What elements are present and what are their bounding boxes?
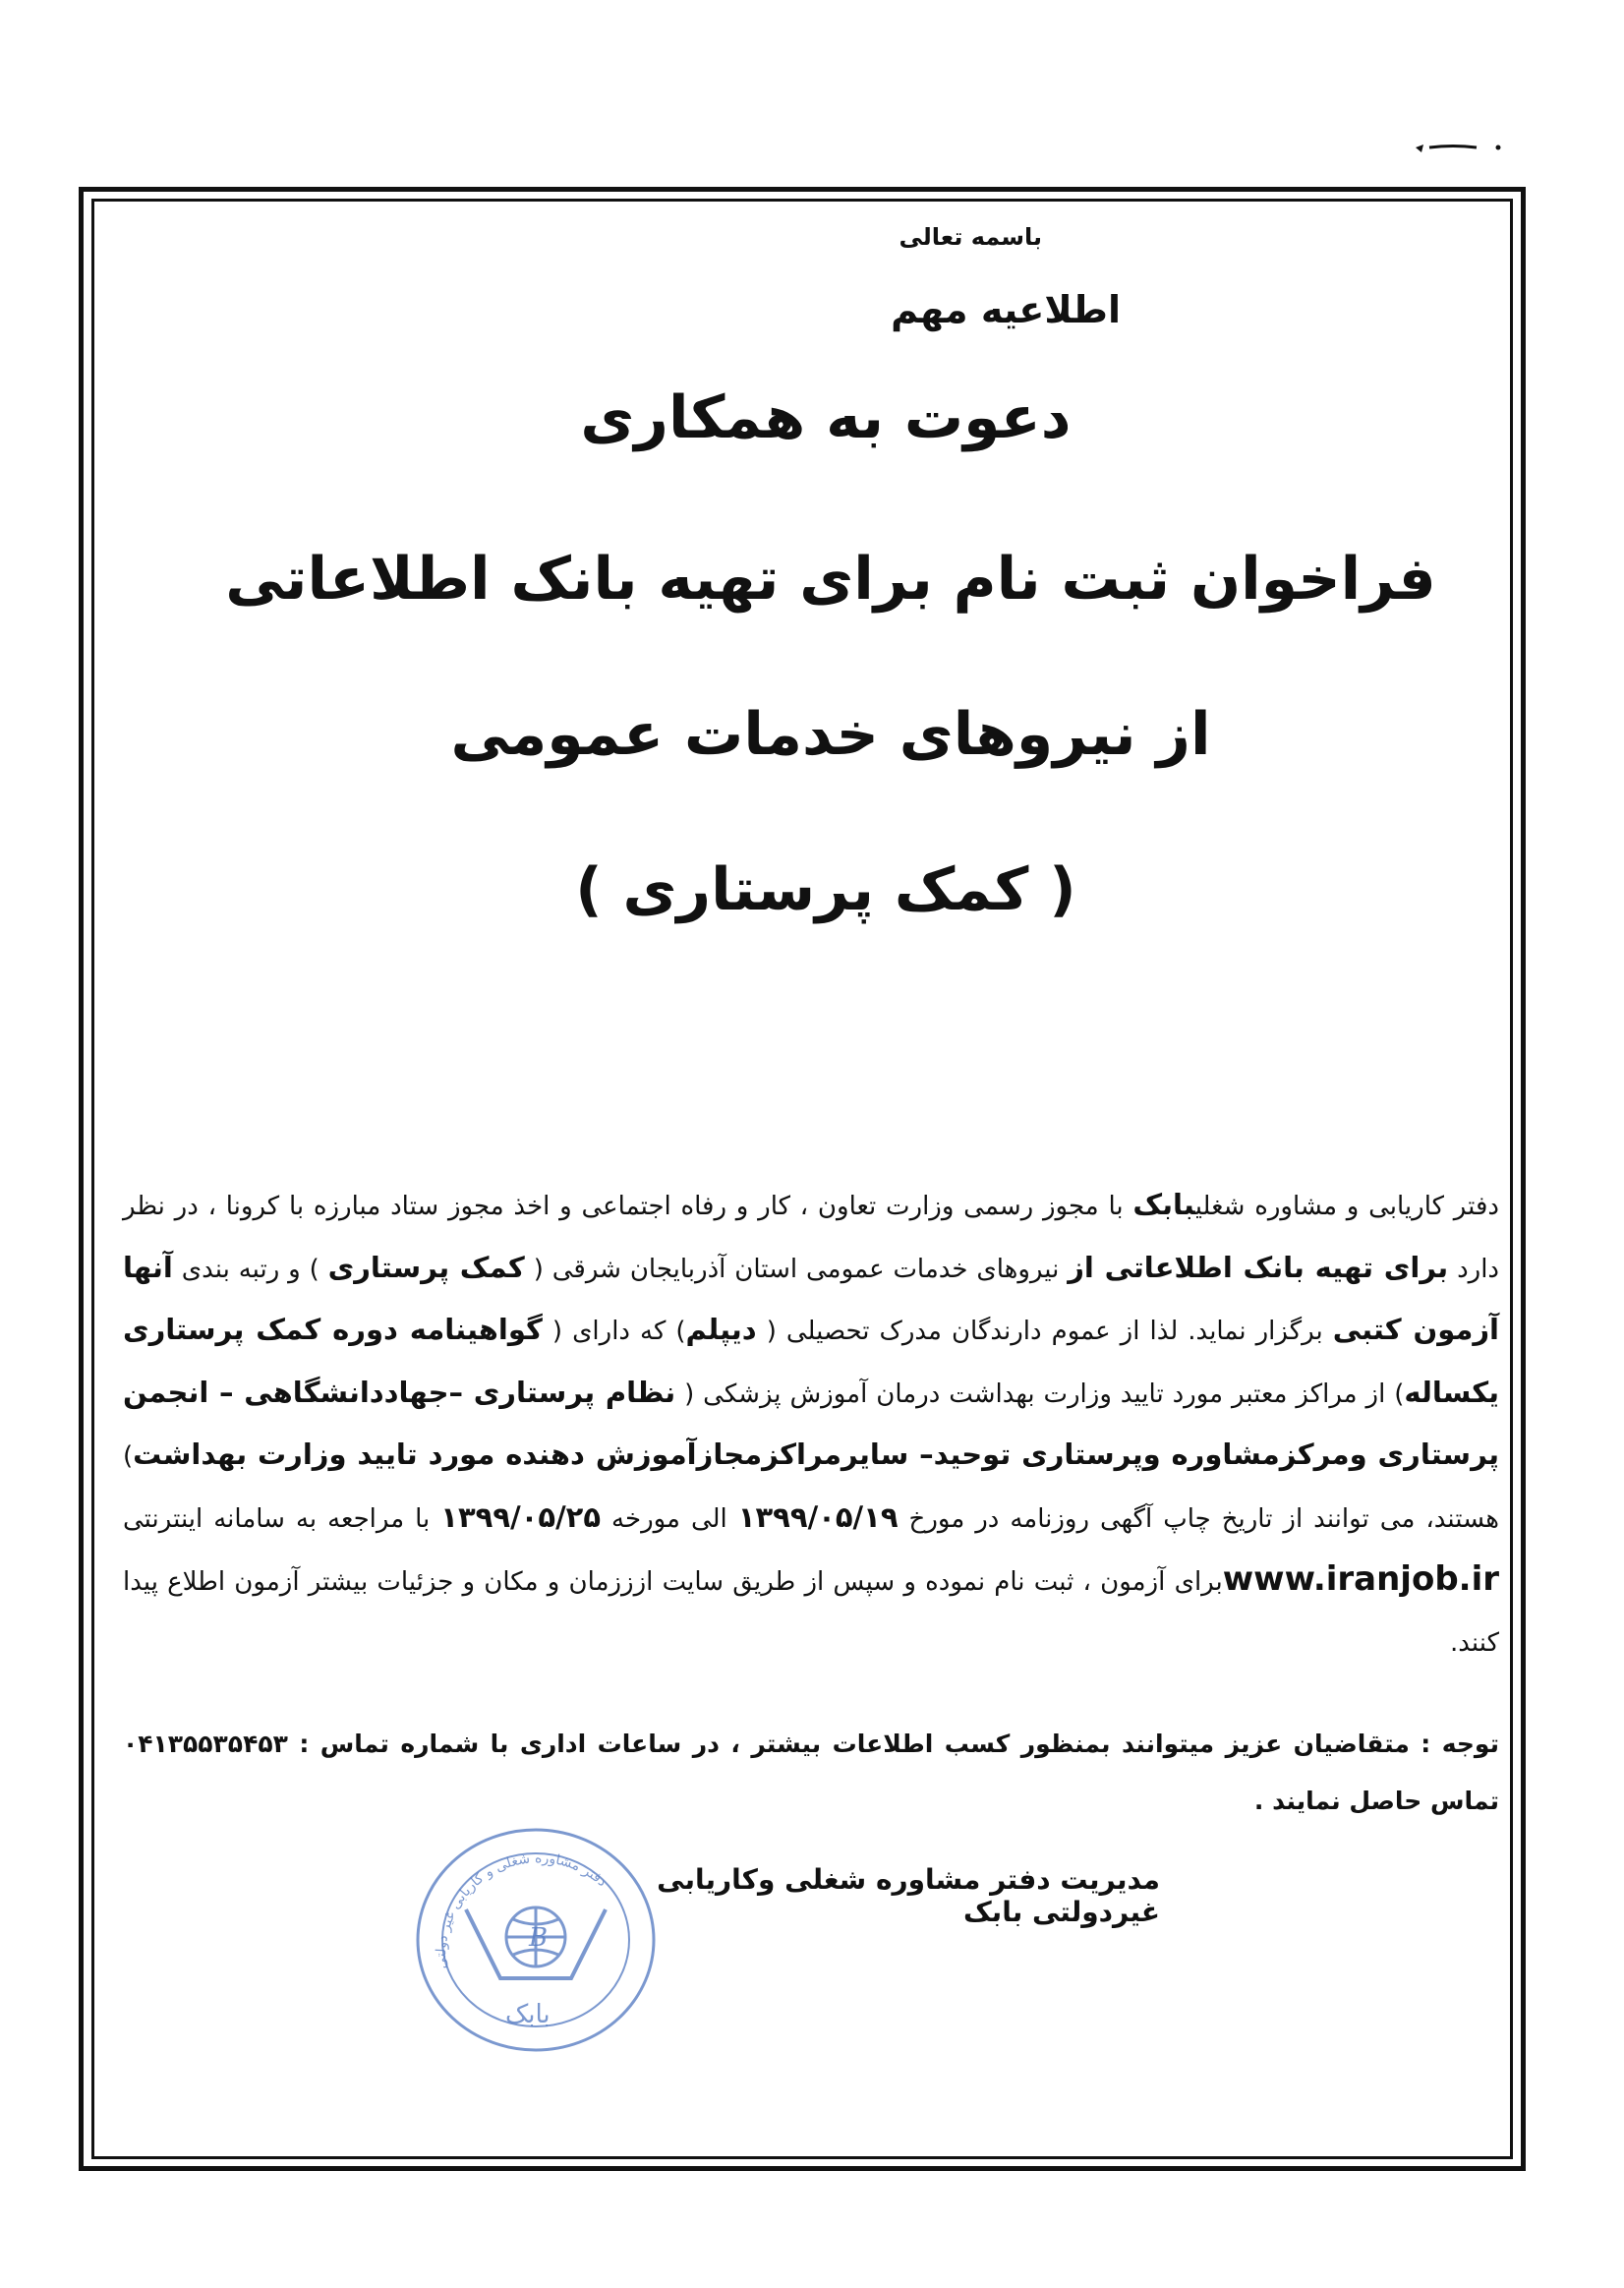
scan-mark <box>1414 141 1504 154</box>
svg-text:B: B <box>529 1923 549 1953</box>
signature-line: مدیریت دفتر مشاوره شغلی وکاریابی غیردولتی بابک <box>657 1863 1160 1928</box>
basmala: باسمه تعالی <box>899 223 1042 251</box>
svg-text:دفتر مشاوره شغلی و کاریابی غیر: دفتر مشاوره شغلی و کاریابی غیر دولتی <box>433 1850 610 1969</box>
svg-text:بابک: بابک <box>505 2000 551 2029</box>
start-date: ۱۳۹۹/۰۵/۱۹ <box>737 1499 899 1534</box>
headline-registration: فراخوان ثبت نام برای تهیه بانک اطلاعاتی <box>225 545 1436 614</box>
headline-invitation: دعوت به همکاری <box>580 383 1072 452</box>
headline-nursing-aide: ( کمک پرستاری ) <box>575 855 1076 924</box>
office-stamp <box>407 1821 665 2059</box>
contact-note: توجه : متقاضیان عزیز میتوانند بمنظور کسب اطلاعات بیشتر ، در ساعات اداری با شماره تماس : ۰۴۱۳۵۵۳۵۴۵۳ تماس حاصل نمایند . <box>123 1730 1499 1815</box>
body-paragraph: دفتر کاریابی و مشاوره شغلیبابک با مجوز رسمی وزارت تعاون ، کار و رفاه اجتماعی و اخذ مجوز ستاد مبارزه با کرونا ، در نظر دارد برای تهیه بانک اطلاعاتی از نیروهای خدمات عمومی استان آذربایجان شرقی ( کمک پرستاری ) و رتبه بندی آنها آزمون کتبی برگزار نماید. لذا از عموم دارندگان مدرک تحصیلی ( دیپلم) که دارای ( گواهینامه دوره کمک پرستاری یکساله) از مراکز معتبر مورد تایید وزارت بهداشت درمان آموزش پزشکی ( نظام پرستاری –جهاددانشگاهی – انجمن پرستاری ومرکزمشاوره وپرستاری توحید– سایرمراکزمجازآموزش دهنده مورد تایید وزارت بهداشت) هستند، می توانند از تاریخ چاپ آگهی روزنامه در مورخ ۱۳۹۹/۰۵/۱۹ الی مورخه ۱۳۹۹/۰۵/۲۵ با مراجعه به سامانه اینترنتی www.iranjob.irبرای آزمون ، ثبت نام نموده و سپس از طریق سایت ازززمان و مکان و جزئیات بیشتر آزمون اطلاع پیدا کنند. <box>123 1188 1500 1658</box>
end-date: ۱۳۹۹/۰۵/۲۵ <box>440 1499 602 1534</box>
header-section <box>118 211 1504 925</box>
website-link[interactable]: www.iranjob.ir <box>1222 1559 1499 1599</box>
headline-workforce: از نیروهای خدمات عمومی <box>450 700 1211 769</box>
notice-title: اطلاعیه مهم <box>891 288 1121 331</box>
